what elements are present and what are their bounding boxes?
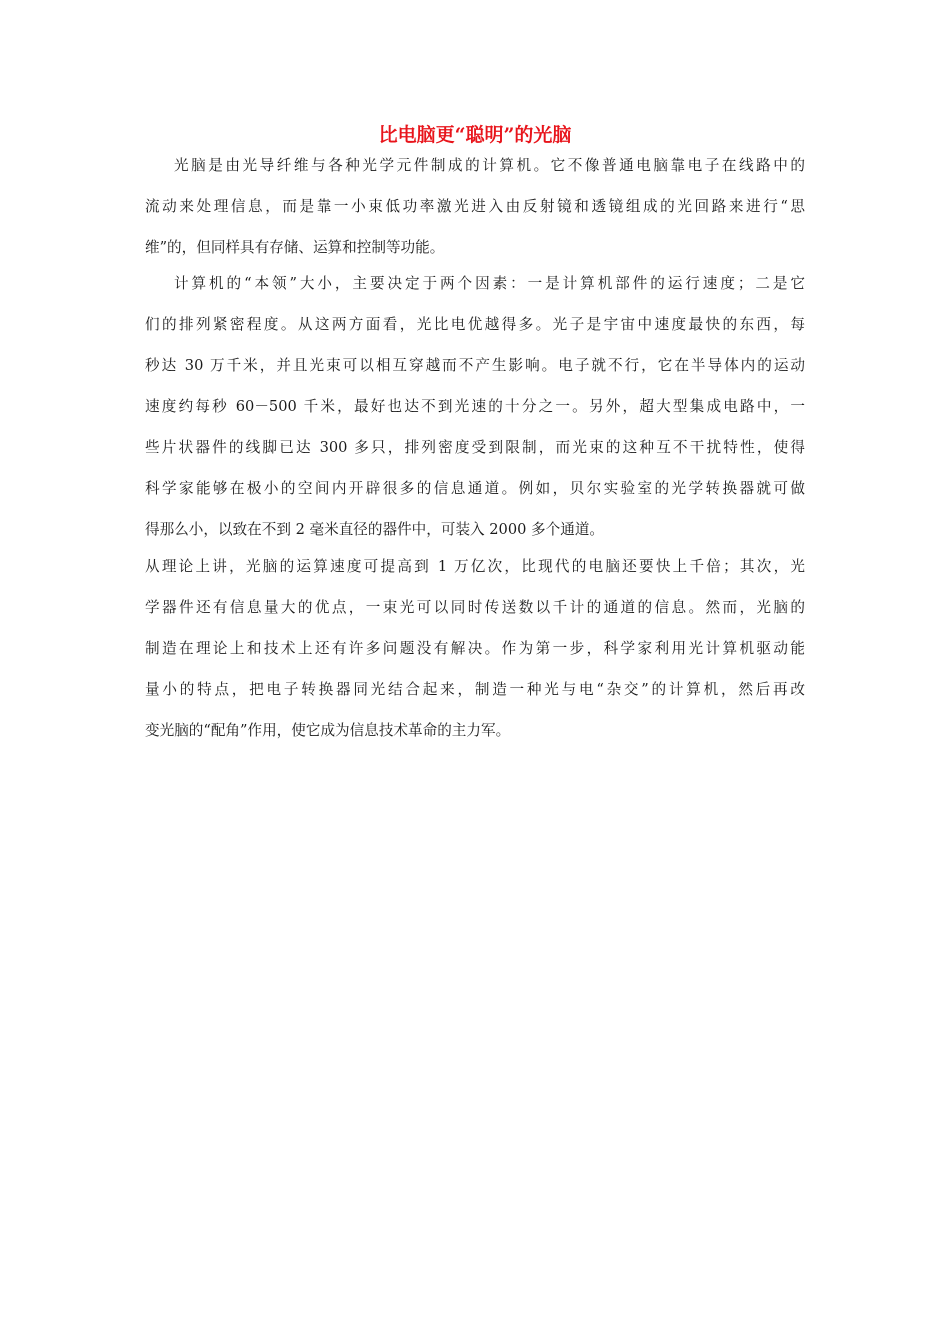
paragraph-2 [145,263,805,550]
paragraph-line: 制造在理论上和技术上还有许多问题没有解决。作为第一步，科学家利用光计算机驱动能 [145,640,805,657]
document-title: 比电脑更“聪明”的光脑 [378,124,572,146]
paragraph-line: 计算机的“本领”大小，主要决定于两个因素：一是计算机部件的运行速度；二是它 [174,275,805,292]
paragraph-line: 流动来处理信息，而是靠一小束低功率激光进入由反射镜和透镜组成的光回路来进行“思 [145,198,805,215]
paragraph-line: 秒达 30 万千米，并且光束可以相互穿越而不产生影响。电子就不行，它在半导体内的运动 [145,357,805,374]
paragraph-line: 科学家能够在极小的空间内开辟很多的信息通道。例如，贝尔实验室的光学转换器就可做 [145,480,805,497]
paragraph-line: 速度约每秒 60－500 千米，最好也达不到光速的十分之一。另外，超大型集成电路中，一 [145,398,805,415]
paragraph-line: 维”的，但同样具有存储、运算和控制等功能。 [145,239,445,256]
paragraph-line: 变光脑的“配角”作用，使它成为信息技术革命的主力军。 [145,722,511,739]
paragraph-3 [145,546,805,751]
paragraph-line: 们的排列紧密程度。从这两方面看，光比电优越得多。光子是宇宙中速度最快的东西，每 [145,316,805,333]
paragraph-line: 得那么小，以致在不到 2 毫米直径的器件中，可装入 2000 多个通道。 [145,521,605,538]
paragraph-1 [145,145,805,268]
paragraph-line: 学器件还有信息量大的优点，一束光可以同时传送数以千计的通道的信息。然而，光脑的 [145,599,805,616]
paragraph-line: 量小的特点，把电子转换器同光结合起来，制造一种光与电“杂交”的计算机，然后再改 [145,681,805,698]
paragraph-line: 光脑是由光导纤维与各种光学元件制成的计算机。它不像普通电脑靠电子在线路中的 [174,157,805,174]
paragraph-line: 从理论上讲，光脑的运算速度可提高到 1 万亿次，比现代的电脑还要快上千倍；其次，光 [145,558,805,575]
paragraph-line: 些片状器件的线脚已达 300 多只，排列密度受到限制，而光束的这种互不干扰特性，使得 [145,439,805,456]
